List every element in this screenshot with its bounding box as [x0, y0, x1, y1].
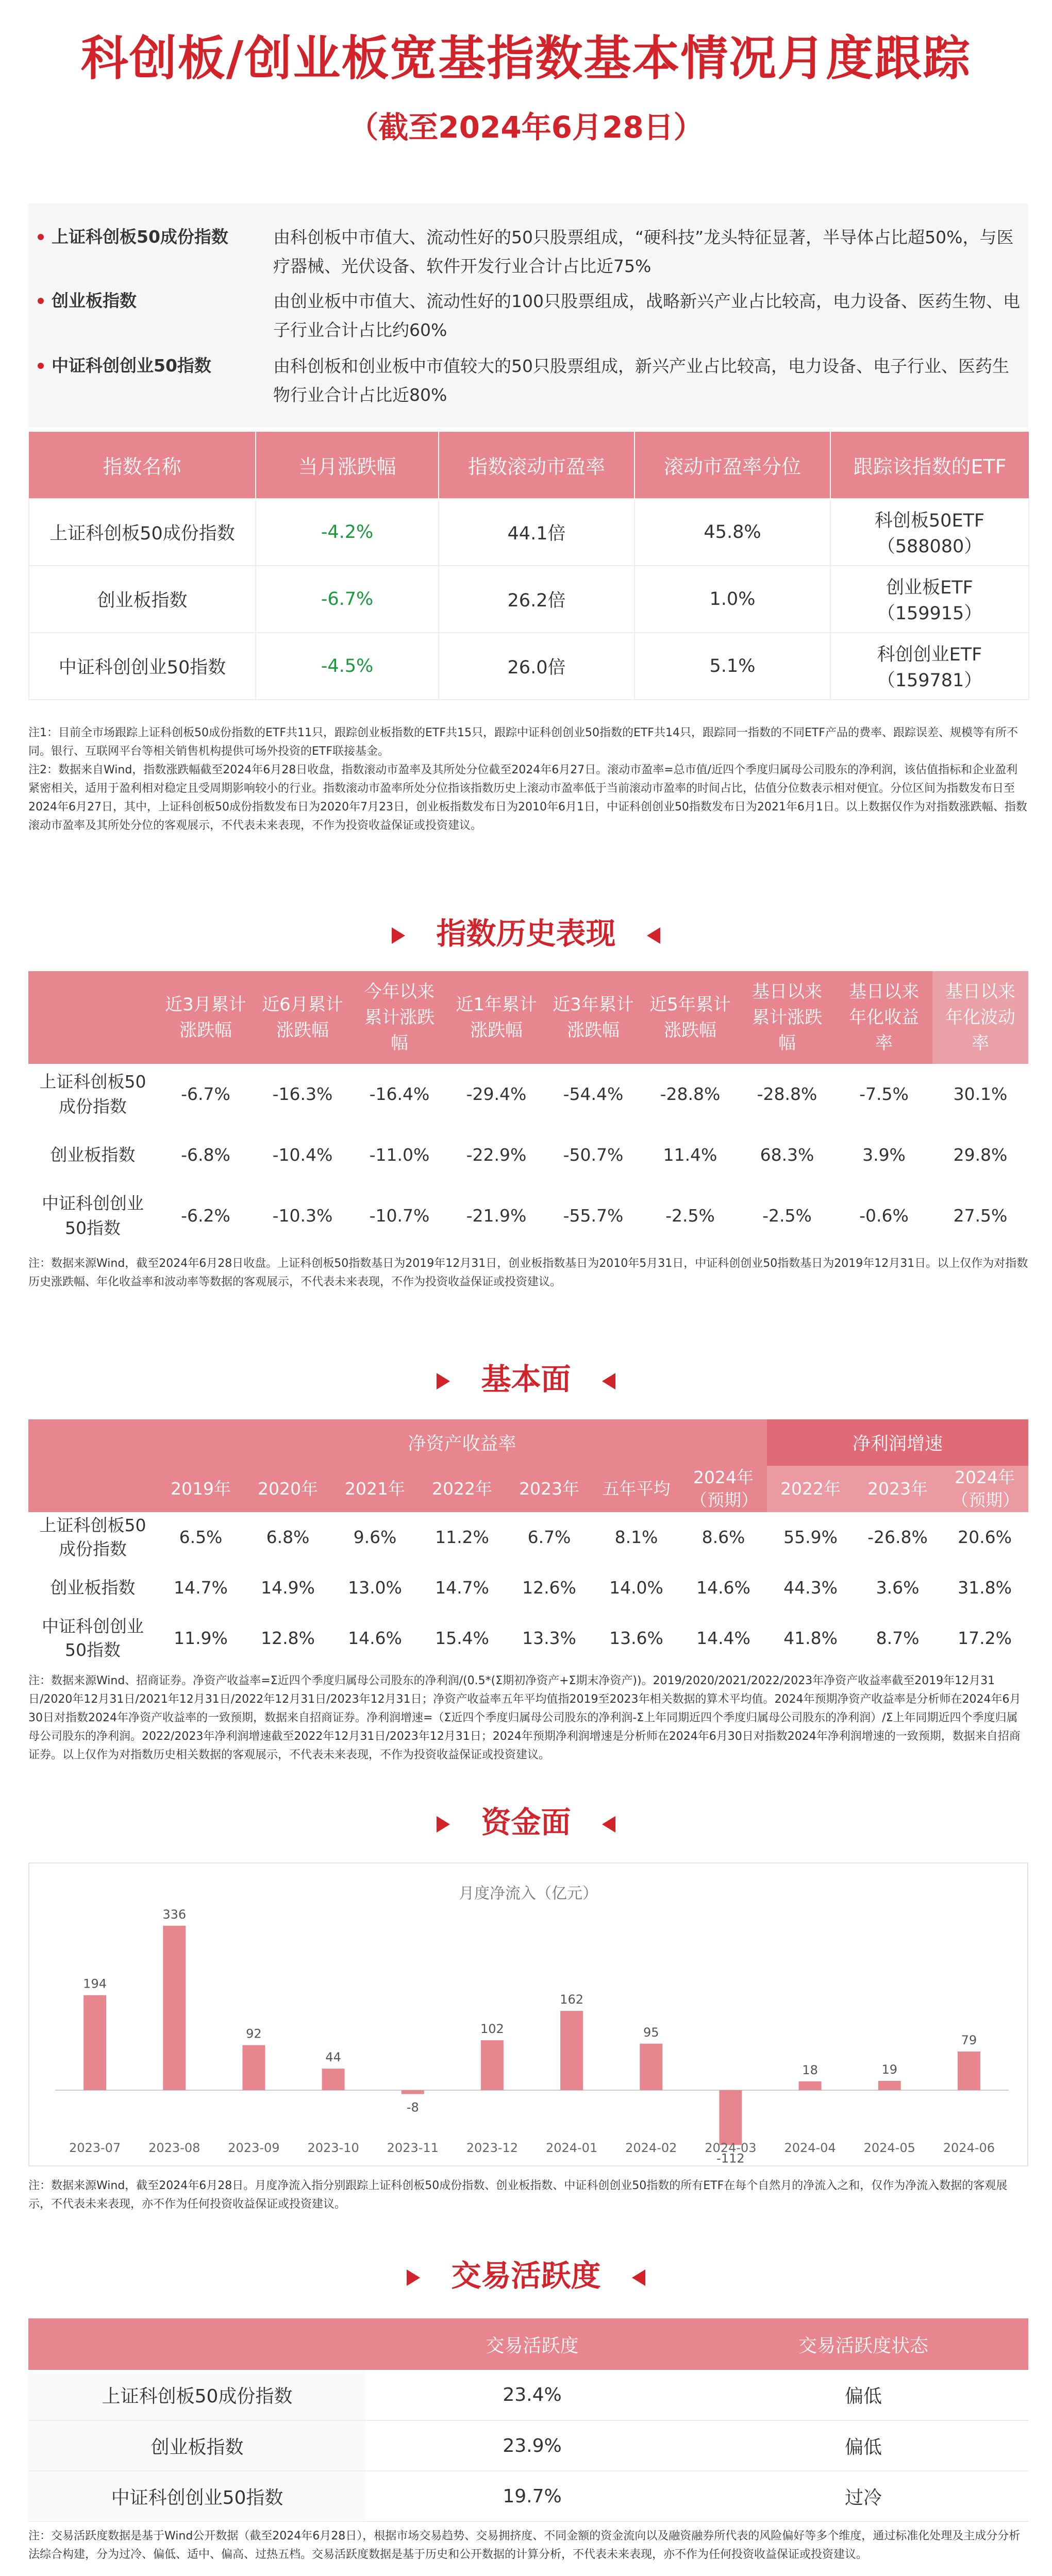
- etf-code: （159781）: [877, 670, 982, 691]
- pe-percentile-cell: 5.1%: [634, 633, 830, 700]
- chart-bar: [242, 2045, 265, 2090]
- intro-index-name: 上证科创板50成份指数: [52, 227, 228, 247]
- etf-cell: [830, 633, 1029, 700]
- table-row: [29, 633, 1029, 700]
- table-row: [29, 566, 1029, 633]
- profit-group-header: 净利润增速: [767, 1419, 1028, 1466]
- table-row: [28, 1125, 1028, 1185]
- index-name-cell: 创业板指数: [50, 1578, 136, 1598]
- chart-x-tick-label: 2023-08: [148, 2141, 201, 2155]
- funds-note: 注：数据来源Wind，截至2024年6月28日。月度净流入指分别跟踪上证科创板50成份指数、创业板指数、中证科创创业50指数的所有ETF在每个自然月的净流入之和，仅作为净流入数据的客观展示，不代表未来表现，亦不作为任何投资收益保证或投资建议。: [28, 2179, 1008, 2211]
- table-cell: 20.6%: [958, 1527, 1012, 1547]
- table-cell: 6.8%: [266, 1527, 310, 1547]
- pe-cell: 26.0倍: [439, 633, 634, 700]
- table-cell: 13.3%: [522, 1628, 576, 1648]
- table-row: [28, 2471, 1028, 2521]
- page-title: 科创板/创业板宽基指数基本情况月度跟踪: [80, 31, 972, 86]
- chart-data-label: 92: [246, 2026, 262, 2041]
- table-cell: 9.6%: [353, 1527, 397, 1547]
- pe-cell: 26.2倍: [439, 566, 634, 633]
- table-header: 近5年累计涨跌幅: [642, 971, 739, 1064]
- chart-title: 月度净流入（亿元）: [459, 1885, 598, 1903]
- table-cell: 14.4%: [696, 1628, 750, 1648]
- table-cell: -28.8%: [660, 1084, 721, 1104]
- table-header: [28, 2318, 366, 2370]
- etf-code: （159915）: [877, 603, 982, 624]
- table-header-row: [28, 2318, 1028, 2370]
- table-cell: -22.9%: [466, 1145, 527, 1165]
- chart-bar: [481, 2040, 504, 2090]
- activity-table: [28, 2318, 1028, 2522]
- chart-bar: [84, 1995, 106, 2090]
- activity-status-cell: 偏低: [698, 2370, 1028, 2420]
- section-title-fundamentals: 基本面: [0, 1355, 1052, 1398]
- table-row: [28, 1512, 1028, 1563]
- net-inflow-chart-box: [28, 1862, 1028, 2166]
- chart-x-tick-label: 2024-03: [705, 2141, 757, 2155]
- pe-percentile-cell: 45.8%: [634, 499, 830, 566]
- table-header: [28, 971, 157, 1064]
- activity-status-cell: 过冷: [698, 2471, 1028, 2521]
- table-header: 指数名称: [29, 432, 256, 499]
- overview-table: [28, 432, 1029, 700]
- table-cell: 27.5%: [953, 1206, 1008, 1226]
- table-cell: -50.7%: [563, 1145, 624, 1165]
- roe-group-header: 净资产收益率: [157, 1419, 767, 1466]
- etf-code: （588080）: [877, 536, 982, 557]
- year-header: 2019年: [157, 1466, 244, 1512]
- table-header: 基日以来累计涨跌幅: [739, 971, 836, 1064]
- triangle-icon: [647, 927, 660, 944]
- table-header: 近3月累计涨跌幅: [157, 971, 254, 1064]
- chart-data-label: 44: [325, 2050, 341, 2065]
- table-row: [28, 2420, 1028, 2471]
- overview-note: 注1：目前全市场跟踪上证科创板50成份指数的ETF共11只，跟踪创业板指数的ETF共15只，跟踪中证科创创业50指数的ETF共14只，跟踪同一指数的不同ETF产品的费率、跟踪误差、规模等有所不同。银行、互联网平台等相关销售机构提供可场外投资的ETF联接基金。 注2：数据来自Wind，指数涨跌幅截至2024年6月28日收盘，指数滚动市盈率及其所处分位截至2024年6月27日。滚动市盈率=总市值/近四个季度归属母公司股东的净利润，该估值指标和企业盈利紧密相关，适用于盈利相对稳定且受周期影响较小的行业。指数滚动市盈率所处分位指该指数历史上滚动市盈率低于当前滚动市盈率的时间占比，估值分位数表示相对便宜。分位区间为指数发布日至2024年6月27日，其中，上证科创板50成份指数发布日为2020年7月23日，创业板指数发布日为2010年6月1日，中证科创创业50指数发布日为2021年6月1日。以上数据仅作为对指数涨跌幅、指数滚动市盈率及其所处分位的客观展示，不代表未来表现，不作为投资收益保证或投资建议。: [28, 726, 1027, 832]
- chart-bar: [163, 1926, 186, 2090]
- chart-data-label: 79: [961, 2032, 977, 2047]
- table-cell: 14.6%: [348, 1628, 402, 1648]
- table-row: [29, 499, 1029, 566]
- chart-data-label: 162: [560, 1992, 583, 2007]
- bullet-icon: [38, 363, 44, 369]
- triangle-icon: [392, 927, 405, 944]
- table-group-header-row: [28, 1419, 1028, 1466]
- chart-x-tick-label: 2024-01: [545, 2141, 598, 2155]
- year-header: 2023年: [506, 1466, 593, 1512]
- table-cell: 31.8%: [958, 1578, 1012, 1598]
- chart-data-label: -112: [716, 2151, 745, 2165]
- bullet-icon: [38, 234, 44, 240]
- table-cell: -6.7%: [181, 1084, 230, 1104]
- table-cell: -26.8%: [867, 1527, 928, 1547]
- table-header: 当月涨跌幅: [256, 432, 439, 499]
- table-row: [28, 1185, 1028, 1246]
- chart-bar: [560, 2011, 583, 2090]
- table-cell: 13.0%: [348, 1578, 402, 1598]
- year-header: 五年平均: [593, 1466, 680, 1512]
- chart-bar: [402, 2090, 424, 2094]
- section-title-funds: 资金面: [0, 1798, 1052, 1841]
- chart-data-label: 19: [881, 2062, 898, 2077]
- section-title-activity: 交易活跃度: [0, 2251, 1052, 2295]
- etf-cell: [830, 566, 1029, 633]
- history-table: [28, 971, 1028, 1246]
- table-header-row: [28, 1466, 1028, 1512]
- chart-bar: [322, 2069, 345, 2090]
- table-cell: 41.8%: [783, 1628, 838, 1648]
- year-header: 2021年: [331, 1466, 419, 1512]
- table-header: 近3年累计涨跌幅: [545, 971, 642, 1064]
- chart-x-tick-label: 2024-05: [863, 2141, 915, 2155]
- index-name-cell: 中证科创创业50指数: [42, 1616, 144, 1660]
- intro-index-name: 中证科创创业50指数: [52, 355, 211, 376]
- table-header: 近6月累计涨跌幅: [254, 971, 351, 1064]
- etf-cell: [830, 499, 1029, 566]
- intro-index-name: 创业板指数: [52, 291, 137, 311]
- table-cell: -10.4%: [272, 1145, 333, 1165]
- table-cell: -29.4%: [466, 1084, 527, 1104]
- activity-value-cell: 19.7%: [366, 2471, 698, 2521]
- index-name-cell: 中证科创创业50指数: [29, 633, 256, 700]
- table-cell: -10.7%: [369, 1206, 430, 1226]
- table-cell: -54.4%: [563, 1084, 624, 1104]
- table-header: 基日以来年化收益率: [836, 971, 932, 1064]
- table-cell: 12.8%: [261, 1628, 315, 1648]
- table-cell: 29.8%: [953, 1145, 1008, 1165]
- table-cell: 11.9%: [174, 1628, 228, 1648]
- table-cell: -7.5%: [859, 1084, 909, 1104]
- table-row: [28, 1563, 1028, 1613]
- table-cell: -55.7%: [563, 1206, 624, 1226]
- table-header: 滚动市盈率分位: [634, 432, 830, 499]
- table-cell: 55.9%: [783, 1527, 838, 1547]
- table-cell: 13.6%: [609, 1628, 663, 1648]
- table-header: 指数滚动市盈率: [439, 432, 634, 499]
- table-cell: -21.9%: [466, 1206, 527, 1226]
- table-cell: -2.5%: [762, 1206, 812, 1226]
- table-cell: 12.6%: [522, 1578, 576, 1598]
- table-cell: 14.7%: [435, 1578, 489, 1598]
- table-cell: 8.7%: [876, 1628, 920, 1648]
- pe-cell: 44.1倍: [439, 499, 634, 566]
- table-header: 今年以来累计涨跌幅: [351, 971, 448, 1064]
- table-cell: 14.7%: [174, 1578, 228, 1598]
- intro-index-desc: 由科创板和创业板中市值较大的50只股票组成，新兴产业占比较高，电力设备、电子行业、医药生物行业合计占比近80%: [273, 356, 1009, 405]
- chart-x-tick-label: 2024-06: [943, 2141, 995, 2155]
- table-header: 跟踪该指数的ETF: [830, 432, 1029, 499]
- table-cell: 8.6%: [702, 1527, 745, 1547]
- triangle-icon: [602, 1373, 615, 1389]
- chart-bar: [958, 2052, 980, 2090]
- table-cell: 3.6%: [876, 1578, 920, 1598]
- table-cell: -6.2%: [181, 1206, 230, 1226]
- table-cell: 11.2%: [435, 1527, 489, 1547]
- chart-x-tick-label: 2023-09: [228, 2141, 280, 2155]
- bullet-icon: [38, 298, 44, 304]
- page-subtitle: （截至2024年6月28日）: [348, 110, 704, 145]
- table-cell: 44.3%: [783, 1578, 838, 1598]
- year-header: 2022年: [419, 1466, 506, 1512]
- table-cell: 14.0%: [609, 1578, 663, 1598]
- chart-data-label: -8: [406, 2100, 419, 2115]
- table-cell: -16.4%: [369, 1084, 430, 1104]
- table-cell: -6.8%: [181, 1145, 230, 1165]
- chart-data-label: 194: [83, 1976, 107, 1991]
- chart-data-label: 336: [162, 1907, 187, 1922]
- table-cell: -11.0%: [369, 1145, 430, 1165]
- fundamentals-note: 注：数据来源Wind、招商证券。净资产收益率=Σ近四个季度归属母公司股东的净利润/(0.5*(Σ期初净资产+Σ期末净资产))。2019/2020/2021/2022/2023年净资产收益率截至2019年12月31日/2020年12月31日/2021年12月31日/2022年12月31日/2023年12月31日；净资产收益率五年平均值指2019至2023年相关数据的算术平均值。2024年预期净资产收益率是分析师在2024年6月30日对指数2024年净资产收益率的一致预期，数据来自招商证券。净利润增速=（Σ近四个季度归属母公司股东的净利润-Σ上年同期近四个季度归属母公司股东的净利润）/Σ上年同期近四个季度归属母公司股东的净利润。2022/2023年净利润增速截至2022年12月31日/2023年12月31日；2024年预期净利润增速是分析师在2024年6月30日对指数2024年净利润增速的一致预期，数据来自招商证券。以上仅作为对指数历史相关数据的客观展示，不代表未来表现，不作为投资收益保证或投资建议。: [28, 1674, 1021, 1761]
- index-name-cell: 创业板指数: [29, 566, 256, 633]
- year-header: 2023年: [854, 1466, 941, 1512]
- year-header: 2024年（预期）: [941, 1466, 1028, 1512]
- chart-bar: [799, 2081, 822, 2090]
- table-header: 近1年累计涨跌幅: [448, 971, 545, 1064]
- chart-data-label: 102: [480, 2022, 504, 2037]
- chart-x-tick-label: 2023-07: [69, 2141, 121, 2155]
- chart-data-label: 95: [643, 2025, 659, 2040]
- table-row: [28, 1064, 1028, 1125]
- table-header: [28, 1466, 157, 1512]
- table-cell: 14.6%: [696, 1578, 750, 1598]
- index-name-cell: 上证科创板50成份指数: [39, 1515, 146, 1559]
- chart-bar: [640, 2044, 662, 2090]
- index-name-cell: 中证科创创业50指数: [42, 1193, 144, 1238]
- monthly-change-cell: -4.5%: [256, 633, 439, 700]
- triangle-icon: [437, 1816, 450, 1833]
- table-cell: 17.2%: [958, 1628, 1012, 1648]
- intro-index-desc: 由科创板中市值大、流动性好的50只股票组成，“硬科技”龙头特征显著，半导体占比超50%，与医疗器械、光伏设备、软件开发行业合计占比近75%: [273, 227, 1014, 276]
- table-header-row: [28, 971, 1028, 1064]
- history-note: 注：数据来源Wind，截至2024年6月28日收盘。上证科创板50指数基日为2019年12月31日，创业板指数基日为2010年5月31日，中证科创创业50指数基日为2019年12月31日。以上仅作为对指数历史涨跌幅、年化收益率和波动率等数据的客观展示，不代表未来表现，不作为投资收益保证或投资建议。: [28, 1257, 1028, 1289]
- chart-bar: [719, 2090, 742, 2145]
- activity-value-cell: 23.9%: [366, 2420, 698, 2471]
- etf-name: 科创创业ETF: [877, 645, 982, 665]
- intro-index-desc: 由创业板中市值大、流动性好的100只股票组成，战略新兴产业占比较高，电力设备、医药生物、电子行业合计占比约60%: [273, 291, 1020, 340]
- year-header: 2020年: [244, 1466, 331, 1512]
- etf-name: 科创板50ETF: [874, 511, 985, 531]
- index-intro-box: [28, 204, 1028, 428]
- chart-bar: [878, 2081, 901, 2090]
- table-cell: -0.6%: [859, 1206, 909, 1226]
- activity-value-cell: 23.4%: [366, 2370, 698, 2420]
- fundamentals-table: [28, 1419, 1028, 1664]
- activity-note: 注：交易活跃度数据是基于Wind公开数据（截至2024年6月28日），根据市场交易趋势、交易拥挤度、不同金额的资金流向以及融资融券所代表的风险偏好等多个维度，通过标准化处理及主成分分析法综合构建，分为过冷、偏低、适中、偏高、过热五档。交易活跃度数据是基于历史和公开数据的计算分析，不代表未来表现，亦不作为任何投资收益保证或投资建议。: [28, 2530, 1021, 2561]
- monthly-change-cell: -4.2%: [256, 499, 439, 566]
- table-cell: -2.5%: [665, 1206, 715, 1226]
- table-cell: 11.4%: [663, 1145, 717, 1165]
- pe-percentile-cell: 1.0%: [634, 566, 830, 633]
- index-name-cell: 创业板指数: [50, 1145, 136, 1165]
- index-name-cell: 上证科创板50成份指数: [28, 2370, 366, 2420]
- table-cell: 6.5%: [179, 1527, 223, 1547]
- table-cell: -16.3%: [272, 1084, 333, 1104]
- section-title-history: 指数历史表现: [0, 909, 1052, 953]
- activity-status-cell: 偏低: [698, 2420, 1028, 2471]
- triangle-icon: [632, 2269, 645, 2286]
- index-name-cell: 中证科创创业50指数: [28, 2471, 366, 2521]
- monthly-change-cell: -6.7%: [256, 566, 439, 633]
- table-cell: -28.8%: [757, 1084, 817, 1104]
- table-cell: 8.1%: [614, 1527, 658, 1547]
- chart-x-tick-label: 2023-10: [307, 2141, 359, 2155]
- table-header: [28, 1419, 157, 1466]
- triangle-icon: [407, 2269, 420, 2286]
- year-header: 2024年（预期）: [680, 1466, 767, 1512]
- etf-name: 创业板ETF: [886, 578, 973, 598]
- index-name-cell: 上证科创板50成份指数: [29, 499, 256, 566]
- table-cell: 30.1%: [953, 1084, 1008, 1104]
- table-row: [28, 2370, 1028, 2420]
- table-cell: 3.9%: [862, 1145, 906, 1165]
- table-cell: 15.4%: [435, 1628, 489, 1648]
- index-name-cell: 上证科创板50成份指数: [39, 1072, 146, 1116]
- table-header: 基日以来年化波动率: [932, 971, 1028, 1064]
- index-name-cell: 创业板指数: [28, 2420, 366, 2471]
- table-cell: 68.3%: [760, 1145, 814, 1165]
- chart-x-tick-label: 2024-02: [625, 2141, 677, 2155]
- chart-x-tick-label: 2024-04: [784, 2141, 836, 2155]
- table-cell: 6.7%: [527, 1527, 571, 1547]
- triangle-icon: [602, 1816, 615, 1833]
- table-cell: 14.9%: [261, 1578, 315, 1598]
- triangle-icon: [437, 1373, 450, 1389]
- chart-x-tick-label: 2023-11: [387, 2141, 439, 2155]
- chart-data-label: 18: [802, 2062, 818, 2077]
- table-header: 交易活跃度状态: [698, 2318, 1028, 2370]
- table-cell: -10.3%: [272, 1206, 333, 1226]
- chart-x-tick-label: 2023-12: [466, 2141, 519, 2155]
- table-header-row: [29, 432, 1029, 499]
- year-header: 2022年: [767, 1466, 854, 1512]
- table-row: [28, 1613, 1028, 1664]
- table-header: 交易活跃度: [366, 2318, 698, 2370]
- net-inflow-chart: [29, 1863, 1027, 2165]
